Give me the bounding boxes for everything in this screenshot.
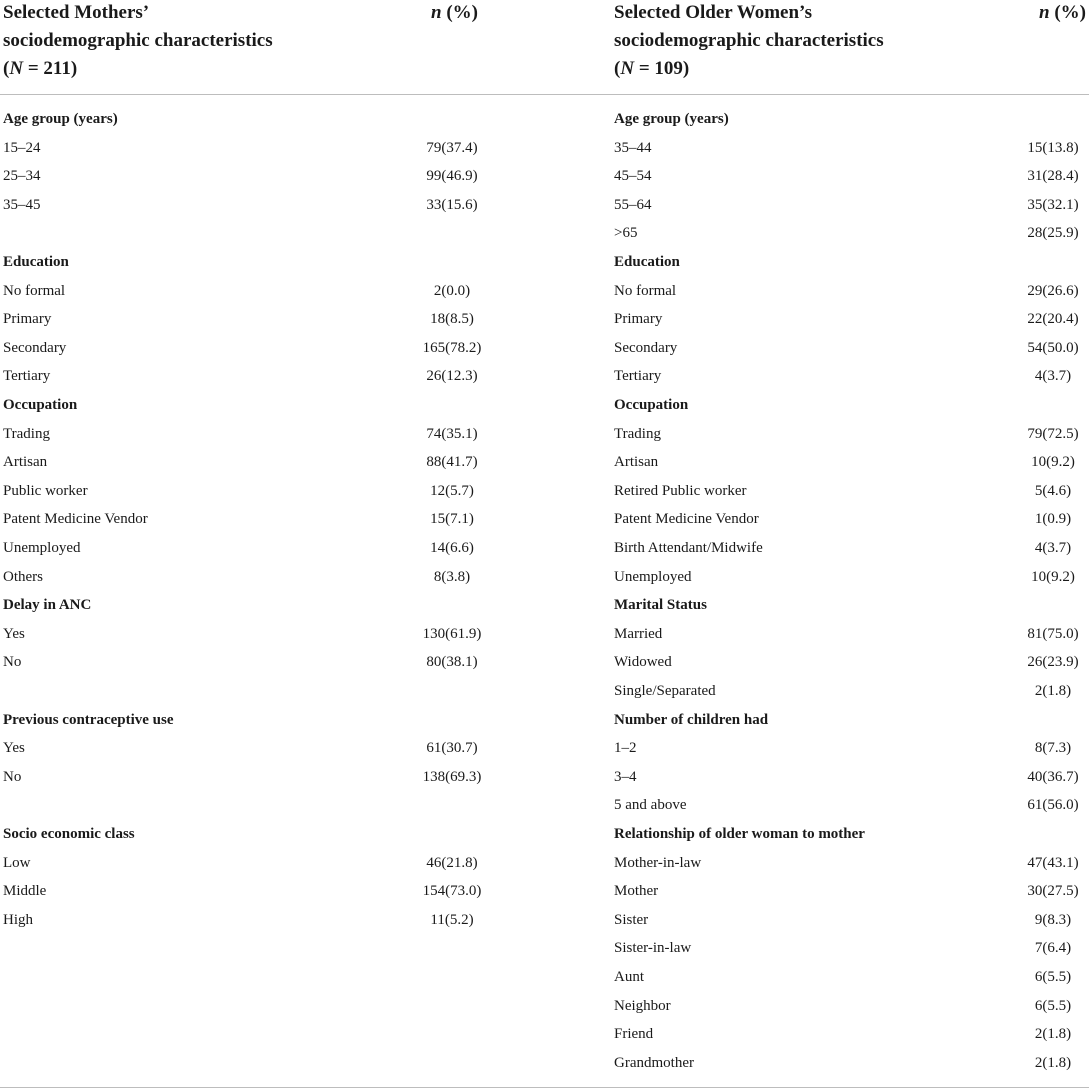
row-value: 22(20.4) [1027, 311, 1079, 328]
row-label: Tertiary [3, 368, 51, 385]
row-value: 26(12.3) [426, 368, 478, 385]
row-label: >65 [614, 225, 638, 242]
row-label: No [3, 768, 22, 785]
row-value: 47(43.1) [1027, 854, 1079, 871]
row-label: Tertiary [614, 368, 662, 385]
row-label: Mother-in-law [614, 854, 702, 871]
row-label: Aunt [614, 969, 644, 985]
row-value: 46(21.8) [426, 854, 478, 871]
row-label: Public worker [3, 482, 88, 499]
row-value: 6(5.5) [1034, 969, 1072, 985]
right-title-line3: (N = 109) [614, 58, 690, 79]
row-label: Unemployed [3, 540, 81, 556]
row-value: 61(56.0) [1027, 797, 1079, 814]
row-value: 12(5.7) [430, 482, 474, 499]
row-value: 88(41.7) [426, 454, 478, 471]
row-value: 30(27.5) [1027, 883, 1079, 900]
section-heading-label: Age group (years) [3, 111, 118, 127]
row-label: Widowed [614, 654, 672, 671]
row-label: Yes [3, 740, 25, 757]
row-value: 15(7.1) [430, 511, 474, 528]
row-value: 10(9.2) [1031, 568, 1075, 585]
section-heading-label: Occupation [614, 397, 689, 413]
row-value: 79(37.4) [426, 139, 478, 156]
row-value: 14(6.6) [430, 540, 474, 556]
row-label: Sister-in-law [614, 940, 692, 957]
right-table-title [614, 0, 884, 83]
row-value: 4(3.7) [1034, 540, 1072, 556]
row-value: 4(3.7) [1034, 368, 1072, 385]
row-label: 35–45 [3, 196, 41, 213]
right-n-percent-header: n (%) [1039, 2, 1086, 23]
row-value: 138(69.3) [422, 768, 482, 785]
row-label: Primary [3, 311, 52, 328]
row-label: Neighbor [614, 997, 671, 1014]
section-heading-label: Education [614, 254, 680, 270]
row-value: 2(1.8) [1034, 683, 1072, 699]
row-label: 25–34 [3, 168, 41, 185]
row-label: Single/Separated [614, 683, 716, 699]
row-value: 1(0.9) [1034, 511, 1072, 528]
section-heading-label: Age group (years) [614, 111, 729, 127]
row-value: 2(1.8) [1034, 1054, 1072, 1071]
row-label: Artisan [3, 454, 48, 471]
row-value: 81(75.0) [1027, 625, 1079, 642]
row-value: 5(4.6) [1034, 482, 1072, 499]
row-label: Grandmother [614, 1054, 694, 1071]
row-label: Yes [3, 625, 25, 642]
left-title-line2: sociodemographic characteristics [3, 30, 273, 51]
row-value: 15(13.8) [1027, 139, 1079, 156]
row-value: 35(32.1) [1027, 196, 1079, 213]
row-value: 10(9.2) [1031, 454, 1075, 471]
section-heading-label: Delay in ANC [3, 597, 92, 614]
left-title-line3: (N = 211) [3, 58, 78, 79]
row-value: 80(38.1) [426, 654, 478, 671]
row-label: 55–64 [614, 196, 652, 213]
row-label: Retired Public worker [614, 482, 747, 499]
row-value: 165(78.2) [422, 339, 482, 356]
section-heading-label: Relationship of older woman to mother [614, 826, 865, 842]
row-label: Others [3, 568, 43, 585]
row-value: 2(0.0) [433, 282, 471, 299]
row-label: High [3, 911, 33, 928]
row-label: Sister [614, 911, 649, 928]
row-label: Married [614, 625, 663, 642]
right-title-line2: sociodemographic characteristics [614, 30, 884, 51]
row-value: 54(50.0) [1027, 339, 1079, 356]
row-label: 1–2 [614, 740, 637, 757]
row-value: 2(1.8) [1034, 1026, 1072, 1043]
row-value: 31(28.4) [1027, 168, 1079, 185]
left-title-line1: Selected Mothers’ [3, 2, 150, 23]
row-label: Primary [614, 311, 663, 328]
row-label: Patent Medicine Vendor [3, 511, 148, 528]
row-value: 40(36.7) [1027, 768, 1079, 785]
row-label: No formal [614, 282, 677, 299]
row-value: 11(5.2) [430, 911, 474, 928]
row-label: 45–54 [614, 168, 652, 185]
row-value: 8(7.3) [1034, 740, 1072, 757]
row-value: 154(73.0) [422, 883, 482, 900]
row-label: 35–44 [614, 139, 652, 156]
section-heading-label: Socio economic class [3, 826, 135, 842]
row-label: No formal [3, 282, 66, 299]
row-value: 61(30.7) [426, 740, 478, 757]
row-value: 74(35.1) [426, 425, 478, 442]
row-label: Unemployed [614, 568, 692, 585]
row-value: 6(5.5) [1034, 997, 1072, 1014]
row-value: 9(8.3) [1034, 911, 1072, 928]
section-heading-label: Previous contraceptive use [3, 711, 174, 728]
row-label: Low [3, 854, 31, 871]
row-value: 26(23.9) [1027, 654, 1079, 671]
row-label: 15–24 [3, 139, 41, 156]
row-label: Friend [614, 1026, 654, 1043]
row-label: Middle [3, 883, 47, 900]
row-label: Artisan [614, 454, 659, 471]
section-heading-label: Marital Status [614, 597, 707, 614]
row-value: 79(72.5) [1027, 425, 1079, 442]
row-value: 8(3.8) [433, 568, 471, 585]
row-label: Trading [614, 425, 661, 442]
row-value: 99(46.9) [426, 168, 478, 185]
left-n-percent-header: n (%) [431, 2, 478, 23]
bottom-divider [0, 1087, 1089, 1088]
right-title-line1: Selected Older Women’s [614, 2, 813, 23]
row-label: Patent Medicine Vendor [614, 511, 759, 528]
row-label: Mother [614, 883, 659, 900]
row-value: 33(15.6) [426, 196, 478, 213]
row-label: Trading [3, 425, 50, 442]
section-heading-label: Occupation [3, 397, 78, 413]
row-label: 5 and above [614, 797, 687, 814]
row-value: 18(8.5) [430, 311, 474, 328]
row-label: No [3, 654, 22, 671]
row-value: 130(61.9) [422, 625, 482, 642]
row-label: Birth Attendant/Midwife [614, 540, 763, 556]
row-value: 7(6.4) [1034, 940, 1072, 957]
row-label: Secondary [3, 339, 67, 356]
row-value: 29(26.6) [1027, 282, 1079, 299]
header-divider [0, 94, 1089, 95]
row-label: 3–4 [614, 768, 637, 785]
row-value: 28(25.9) [1027, 225, 1079, 242]
section-heading-label: Number of children had [614, 711, 769, 728]
section-heading-label: Education [3, 254, 69, 270]
left-table-title [3, 0, 273, 83]
row-label: Secondary [614, 339, 678, 356]
